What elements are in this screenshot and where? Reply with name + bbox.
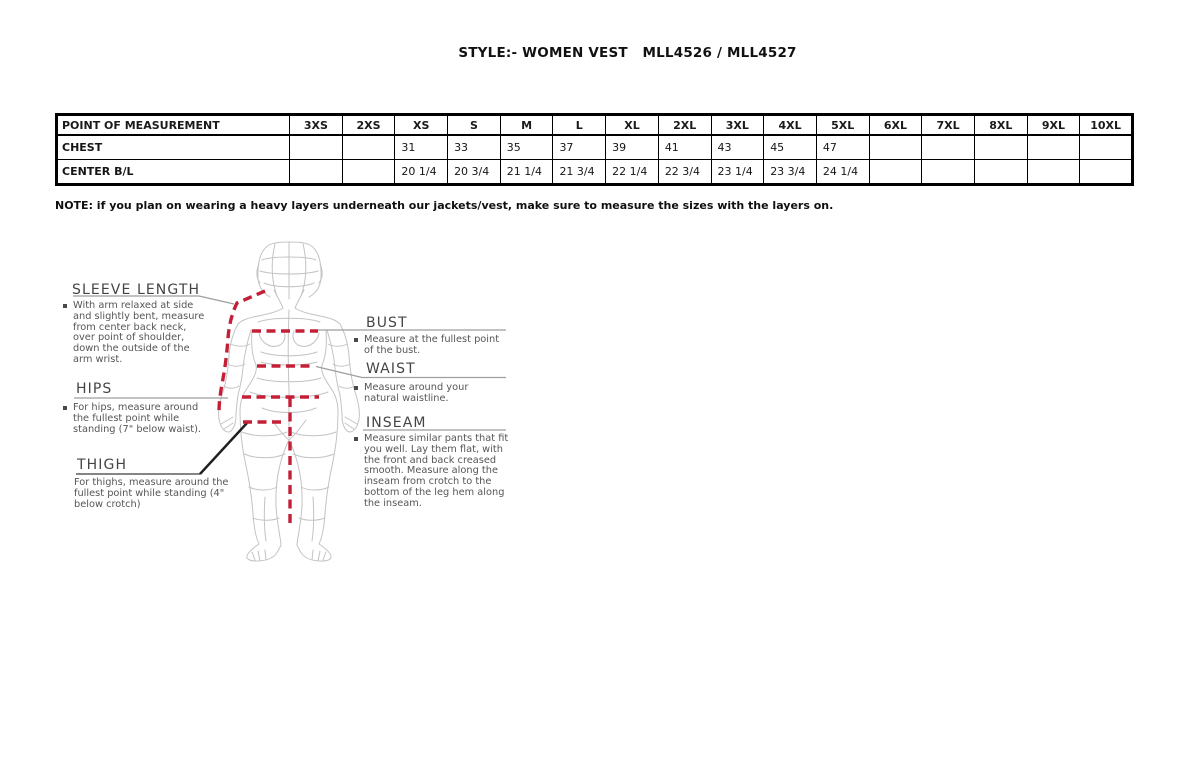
sleeve-measure-line [219,291,265,412]
column-header-s: S [448,115,501,136]
bullet-icon [354,437,358,441]
sleeve-length-description: With arm relaxed at side and slightly bent, measure from center back neck, over point of shoulder, down the outside of the arm wrist. [63,301,205,366]
size-cell: 22 3/4 [658,160,711,185]
column-header-8xl: 8XL [974,115,1027,136]
inseam-description: Measure similar pants that fit you well. Lay them flat, with the front and back creased smooth. Measure along the inseam from crotch to the bottom of the leg hem along the inseam. [354,434,520,510]
size-cell [290,135,343,160]
column-header-6xl: 6XL [869,115,922,136]
hips-label: HIPS [76,381,113,397]
inseam-label: INSEAM [366,415,427,431]
size-cell [1027,160,1080,185]
size-cell [1027,135,1080,160]
size-cell [922,160,975,185]
thigh-label: THIGH [77,457,128,473]
size-cell: 31 [395,135,448,160]
bullet-icon [354,386,358,390]
header-row [57,115,1133,136]
table-row-chest [57,135,1133,160]
row-label-center-bl: CENTER B/L [57,160,290,185]
column-header-3xl: 3XL [711,115,764,136]
size-cell: 23 3/4 [764,160,817,185]
size-cell [1080,160,1133,185]
column-header-3xs: 3XS [290,115,343,136]
thigh-description: For thighs, measure around the fullest point while standing (4" below crotch) [74,477,229,510]
column-header-point-of-measurement: POINT OF MEASUREMENT [57,115,290,136]
column-header-4xl: 4XL [764,115,817,136]
size-cell [869,160,922,185]
size-cell [342,160,395,185]
column-header-5xl: 5XL [816,115,869,136]
size-cell [922,135,975,160]
column-header-7xl: 7XL [922,115,975,136]
page-title: STYLE:- WOMEN VEST MLL4526 / MLL4527 [458,45,797,61]
size-cell [1080,135,1133,160]
size-cell [342,135,395,160]
column-header-9xl: 9XL [1027,115,1080,136]
hips-description: For hips, measure around the fullest point while standing (7" below waist). [63,403,215,435]
size-cell: 39 [606,135,659,160]
bust-label: BUST [366,315,408,331]
size-cell [290,160,343,185]
bust-description: Measure at the fullest point of the bust. [354,335,502,357]
column-header-xs: XS [395,115,448,136]
size-cell: 21 3/4 [553,160,606,185]
size-cell: 33 [448,135,501,160]
size-cell [974,160,1027,185]
size-cell: 45 [764,135,817,160]
bullet-icon [63,406,67,410]
row-label-chest: CHEST [57,135,290,160]
column-header-2xl: 2XL [658,115,711,136]
size-cell: 20 1/4 [395,160,448,185]
size-cell: 21 1/4 [500,160,553,185]
size-cell: 22 1/4 [606,160,659,185]
size-chart-table-container [55,113,1132,186]
size-cell: 23 1/4 [711,160,764,185]
size-chart-table [55,113,1134,186]
column-header-m: M [500,115,553,136]
bullet-icon [354,338,358,342]
size-cell: 37 [553,135,606,160]
column-header-2xs: 2XS [342,115,395,136]
waist-description: Measure around your natural waistline. [354,383,494,405]
size-cell: 20 3/4 [448,160,501,185]
waist-label: WAIST [366,361,416,377]
sleeve-length-label: SLEEVE LENGTH [72,282,201,298]
size-cell [869,135,922,160]
column-header-xl: XL [606,115,659,136]
size-cell: 47 [816,135,869,160]
column-header-l: L [553,115,606,136]
size-cell: 24 1/4 [816,160,869,185]
size-cell: 41 [658,135,711,160]
table-row-center-bl [57,160,1133,185]
size-cell: 43 [711,135,764,160]
column-header-10xl: 10XL [1080,115,1133,136]
size-cell: 35 [500,135,553,160]
bullet-icon [63,304,67,308]
size-cell [974,135,1027,160]
note-text: NOTE: if you plan on wearing a heavy layers underneath our jackets/vest, make sure to measure the sizes with the layers on. [55,199,834,212]
